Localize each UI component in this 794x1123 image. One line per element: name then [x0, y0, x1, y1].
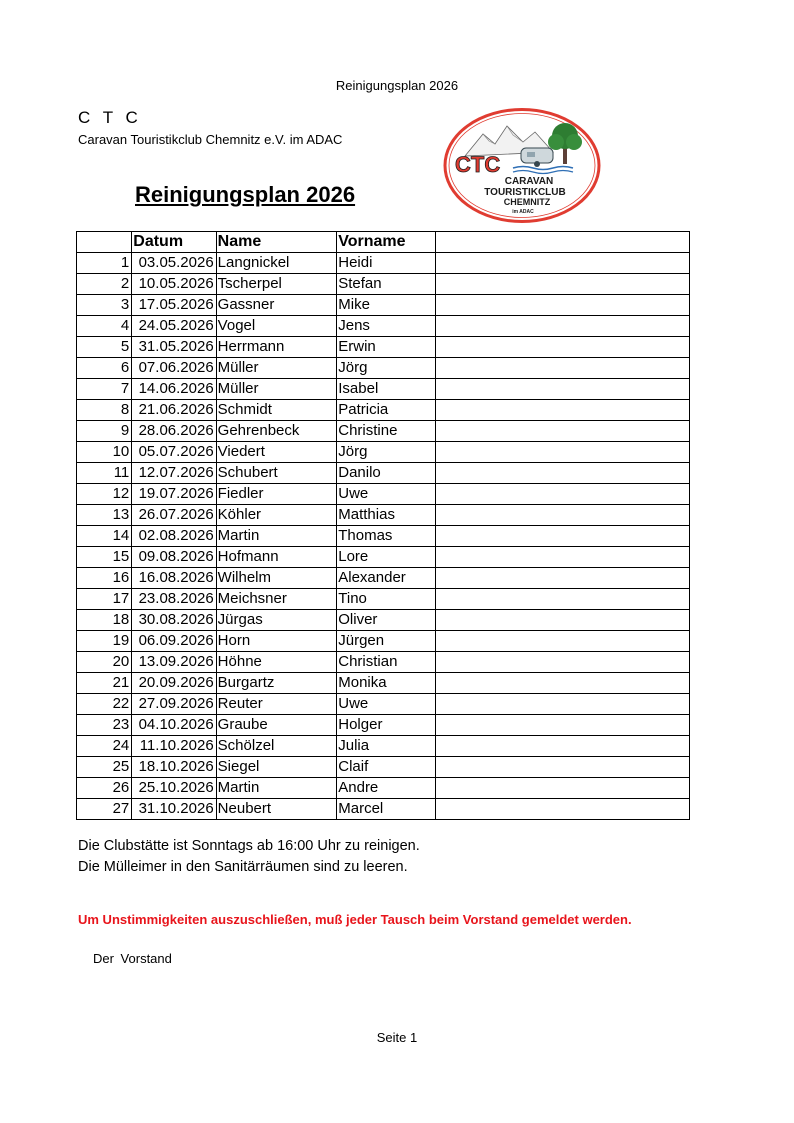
row-first-name: Uwe [337, 484, 435, 505]
row-first-name: Matthias [337, 505, 435, 526]
table-row [77, 463, 690, 484]
row-extra [435, 673, 689, 694]
row-date: 21.06.2026 [132, 400, 216, 421]
page-number: Seite 1 [376, 1030, 418, 1045]
table-row [77, 778, 690, 799]
trash-instruction: Die Mülleimer in den Sanitärräumen sind zu leeren. [78, 859, 408, 875]
row-number: 10 [77, 442, 132, 463]
row-date: 28.06.2026 [132, 421, 216, 442]
row-extra [435, 505, 689, 526]
row-number: 25 [77, 757, 132, 778]
row-date: 07.06.2026 [132, 358, 216, 379]
main-title: Reinigungsplan 2026 [135, 182, 356, 207]
row-first-name: Jens [337, 316, 435, 337]
row-extra [435, 610, 689, 631]
row-first-name: Julia [337, 736, 435, 757]
table-row [77, 715, 690, 736]
row-extra [435, 379, 689, 400]
row-name: Neubert [216, 799, 337, 820]
header-name: Name [216, 232, 337, 253]
row-first-name: Patricia [337, 400, 435, 421]
row-name: Gassner [216, 295, 337, 316]
table-row [77, 337, 690, 358]
row-number: 7 [77, 379, 132, 400]
row-name: Martin [216, 526, 337, 547]
row-extra [435, 295, 689, 316]
row-date: 05.07.2026 [132, 442, 216, 463]
row-first-name: Alexander [337, 568, 435, 589]
row-extra [435, 400, 689, 421]
row-number: 12 [77, 484, 132, 505]
header-date: Datum [132, 232, 216, 253]
row-date: 06.09.2026 [132, 631, 216, 652]
row-name: Burgartz [216, 673, 337, 694]
row-name: Graube [216, 715, 337, 736]
table-row [77, 547, 690, 568]
row-number: 24 [77, 736, 132, 757]
row-extra [435, 736, 689, 757]
signature: Der Vorstand [93, 951, 172, 966]
row-extra [435, 358, 689, 379]
table-row [77, 652, 690, 673]
row-number: 9 [77, 421, 132, 442]
logo-touristikclub-text: TOURISTIKCLUB [484, 187, 566, 198]
row-number: 11 [77, 463, 132, 484]
row-date: 03.05.2026 [132, 253, 216, 274]
row-name: Wilhelm [216, 568, 337, 589]
table-row [77, 736, 690, 757]
row-name: Vogel [216, 316, 337, 337]
row-extra [435, 484, 689, 505]
logo-adac-text: im ADAC [512, 209, 534, 215]
row-name: Reuter [216, 694, 337, 715]
table-row [77, 799, 690, 820]
table-row [77, 253, 690, 274]
cleaning-schedule-table [76, 231, 690, 820]
table-row [77, 505, 690, 526]
row-date: 27.09.2026 [132, 694, 216, 715]
row-number: 17 [77, 589, 132, 610]
row-date: 09.08.2026 [132, 547, 216, 568]
row-extra [435, 274, 689, 295]
row-date: 25.10.2026 [132, 778, 216, 799]
row-extra [435, 778, 689, 799]
table-row [77, 484, 690, 505]
row-number: 18 [77, 610, 132, 631]
row-name: Langnickel [216, 253, 337, 274]
row-name: Gehrenbeck [216, 421, 337, 442]
table-row [77, 379, 690, 400]
row-number: 27 [77, 799, 132, 820]
ctc-club-logo [443, 108, 601, 223]
row-first-name: Danilo [337, 463, 435, 484]
row-date: 10.05.2026 [132, 274, 216, 295]
row-name: Siegel [216, 757, 337, 778]
row-name: Tscherpel [216, 274, 337, 295]
table-row [77, 610, 690, 631]
row-first-name: Mike [337, 295, 435, 316]
row-extra [435, 757, 689, 778]
row-first-name: Lore [337, 547, 435, 568]
row-number: 26 [77, 778, 132, 799]
row-date: 11.10.2026 [132, 736, 216, 757]
row-number: 6 [77, 358, 132, 379]
row-number: 5 [77, 337, 132, 358]
row-extra [435, 421, 689, 442]
row-number: 3 [77, 295, 132, 316]
row-name: Herrmann [216, 337, 337, 358]
row-date: 26.07.2026 [132, 505, 216, 526]
row-number: 8 [77, 400, 132, 421]
row-name: Viedert [216, 442, 337, 463]
row-first-name: Claif [337, 757, 435, 778]
row-first-name: Jörg [337, 358, 435, 379]
row-extra [435, 253, 689, 274]
row-first-name: Isabel [337, 379, 435, 400]
row-name: Schubert [216, 463, 337, 484]
row-number: 16 [77, 568, 132, 589]
row-name: Hofmann [216, 547, 337, 568]
row-extra [435, 442, 689, 463]
row-extra [435, 526, 689, 547]
row-extra [435, 652, 689, 673]
row-date: 14.06.2026 [132, 379, 216, 400]
row-name: Martin [216, 778, 337, 799]
row-name: Köhler [216, 505, 337, 526]
row-date: 18.10.2026 [132, 757, 216, 778]
page-header-title: Reinigungsplan 2026 [335, 78, 459, 93]
row-number: 19 [77, 631, 132, 652]
table-row [77, 526, 690, 547]
row-name: Schölzel [216, 736, 337, 757]
swap-warning: Um Unstimmigkeiten auszuschließen, muß jeder Tausch beim Vorstand gemeldet werden. [78, 912, 632, 927]
row-first-name: Andre [337, 778, 435, 799]
row-extra [435, 631, 689, 652]
table-row [77, 316, 690, 337]
row-first-name: Jürgen [337, 631, 435, 652]
row-date: 12.07.2026 [132, 463, 216, 484]
row-name: Horn [216, 631, 337, 652]
row-date: 20.09.2026 [132, 673, 216, 694]
logo-caravan-text: CARAVAN [504, 176, 554, 187]
row-date: 24.05.2026 [132, 316, 216, 337]
row-number: 14 [77, 526, 132, 547]
cleaning-instruction: Die Clubstätte ist Sonntags ab 16:00 Uhr zu reinigen. [78, 838, 420, 854]
row-extra [435, 568, 689, 589]
row-name: Müller [216, 358, 337, 379]
table-row [77, 442, 690, 463]
row-first-name: Tino [337, 589, 435, 610]
row-number: 22 [77, 694, 132, 715]
row-first-name: Stefan [337, 274, 435, 295]
row-number: 2 [77, 274, 132, 295]
row-date: 02.08.2026 [132, 526, 216, 547]
row-date: 30.08.2026 [132, 610, 216, 631]
row-first-name: Thomas [337, 526, 435, 547]
row-first-name: Oliver [337, 610, 435, 631]
table-row [77, 358, 690, 379]
org-full-name: Caravan Touristikclub Chemnitz e.V. im ADAC [78, 132, 343, 147]
row-first-name: Monika [337, 673, 435, 694]
row-date: 31.05.2026 [132, 337, 216, 358]
row-first-name: Christian [337, 652, 435, 673]
row-name: Jürgas [216, 610, 337, 631]
table-row [77, 568, 690, 589]
logo-chemnitz-text: CHEMNITZ [503, 197, 551, 207]
row-date: 23.08.2026 [132, 589, 216, 610]
table-row [77, 694, 690, 715]
row-name: Schmidt [216, 400, 337, 421]
row-extra [435, 316, 689, 337]
row-date: 16.08.2026 [132, 568, 216, 589]
table-row [77, 421, 690, 442]
row-first-name: Jörg [337, 442, 435, 463]
row-date: 04.10.2026 [132, 715, 216, 736]
row-extra [435, 799, 689, 820]
header-number [77, 232, 132, 253]
header-first-name: Vorname [337, 232, 435, 253]
row-number: 4 [77, 316, 132, 337]
row-number: 13 [77, 505, 132, 526]
row-date: 19.07.2026 [132, 484, 216, 505]
org-short-name: C T C [78, 108, 142, 127]
row-first-name: Christine [337, 421, 435, 442]
row-extra [435, 589, 689, 610]
table-row [77, 673, 690, 694]
row-name: Fiedler [216, 484, 337, 505]
row-first-name: Heidi [337, 253, 435, 274]
row-number: 1 [77, 253, 132, 274]
row-first-name: Erwin [337, 337, 435, 358]
table-row [77, 589, 690, 610]
row-first-name: Marcel [337, 799, 435, 820]
row-name: Meichsner [216, 589, 337, 610]
row-first-name: Holger [337, 715, 435, 736]
row-number: 20 [77, 652, 132, 673]
row-date: 13.09.2026 [132, 652, 216, 673]
row-name: Höhne [216, 652, 337, 673]
table-row [77, 757, 690, 778]
table-header-row [77, 232, 690, 253]
row-date: 17.05.2026 [132, 295, 216, 316]
table-row [77, 631, 690, 652]
header-extra [435, 232, 689, 253]
row-number: 23 [77, 715, 132, 736]
row-extra [435, 715, 689, 736]
table-row [77, 274, 690, 295]
row-name: Müller [216, 379, 337, 400]
row-extra [435, 337, 689, 358]
logo-ctc-text: CTC [455, 152, 501, 177]
table-row [77, 295, 690, 316]
table-row [77, 400, 690, 421]
row-first-name: Uwe [337, 694, 435, 715]
row-extra [435, 547, 689, 568]
row-number: 15 [77, 547, 132, 568]
row-extra [435, 694, 689, 715]
row-extra [435, 463, 689, 484]
row-number: 21 [77, 673, 132, 694]
row-date: 31.10.2026 [132, 799, 216, 820]
